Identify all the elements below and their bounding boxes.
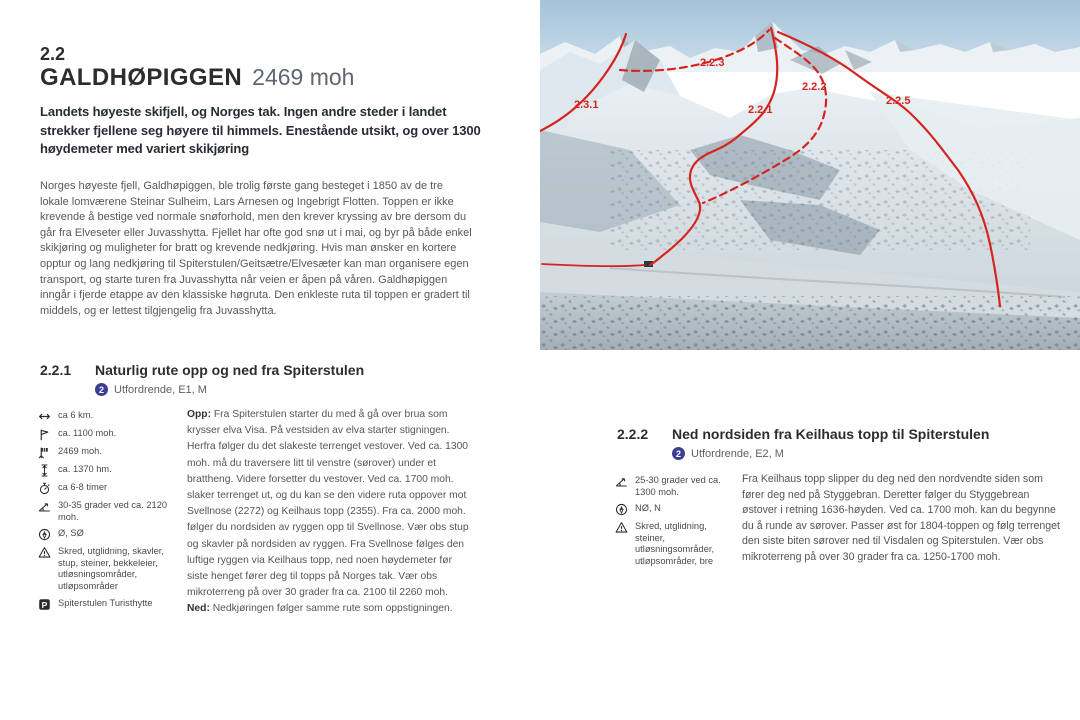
route-label: 2.2.2	[802, 81, 827, 93]
fact-text: 30-35 grader ved ca. 2120 moh.	[58, 500, 168, 522]
fact-text: 2469 moh.	[58, 446, 102, 456]
start-flag-icon	[38, 428, 51, 441]
route-2-heading	[617, 426, 1067, 442]
mountain-photo	[540, 0, 1080, 350]
route-label: 2.2.3	[700, 57, 725, 69]
difficulty-text: Utfordrende, E1, M	[114, 383, 207, 396]
fact-row	[38, 546, 183, 592]
down-label: Ned:	[187, 603, 213, 615]
fact-text: ca. 1370 hm.	[58, 464, 112, 474]
route-number: 2.2.1	[40, 362, 72, 378]
route-label: 2.2.5	[886, 95, 911, 107]
route-2-grade	[672, 447, 784, 460]
svg-text:P: P	[41, 599, 48, 610]
up-label: Opp:	[187, 409, 214, 420]
lead-paragraph: Landets høyeste skifjell, og Norges tak. Ingen andre steder i landet strekker fjellene seg høyere til himmels. Enestående utsikt, og over 1300 høydemeter med variert skikjøring	[40, 104, 481, 156]
mountain-elevation: 2469 moh	[252, 64, 355, 90]
fact-text: Skred, utglidning, steiner, utløsningsområder, utløpsområder, bre	[635, 521, 715, 566]
fact-row	[38, 598, 183, 611]
fact-text: Ø, SØ	[58, 528, 84, 539]
route-2-facts	[615, 475, 737, 573]
route-2-description: Fra Keilhaus topp slipper du deg ned den nordvendte siden som fører deg ned på Styggebran. Deretter følger du Styggebrean østover i retning 1636-høyden. Ved ca. 1700 moh. kan du begynne du å runde av sørover. Passer øst for 1804-toppen og følg terrenget den siste biten sørover ned til Visdalen og Spiterstulen. Vær obs mikroterreng på over 30 grader fra ca. 1250-1700 moh.	[742, 473, 1060, 563]
vertical-meters-icon	[38, 464, 51, 477]
route-number: 2.2.2	[617, 426, 649, 442]
fact-text: ca. 1100 moh.	[58, 428, 117, 438]
fact-text: ca 6 km.	[58, 410, 94, 420]
fact-text: Skred, utglidning, skavler, stup, steiner, bekkeleier, utløsningsområder, utløpsområder	[58, 546, 164, 591]
intro-paragraph: Norges høyeste fjell, Galdhøpiggen, ble trolig første gang besteget i 1850 av de tre lokale lomværene Steinar Sulheim, Lars Arnesen og Ingebrigt Flotten. Toppen er ikke krevende å bestige ved normale snøforhold, men den krever kryssing av bre dersom du går fra Elveseter eller Juvasshytta. Fjellet har ofte god snø ut i mai, og byr på både enkel skikjøring og muligheter for bratt og krevende nedkjøring. Hvis man ønsker en kortere opptur og lang nedkjøring til Spiterstulen/Geitsætre/Elvesæter kan man organisere egen transport, og starte turen fra Juvasshytta når veien er åpen på våren. Galdhøpiggen inngår i fjerde etappe av den klassiske høgruta. Den enkleste ruta til toppen er gradert til middels, og er lettest tilgjengelig fra Juvasshytta.	[40, 180, 472, 317]
compass-icon	[615, 503, 628, 516]
fact-text: 25-30 grader ved ca. 1300 moh.	[635, 475, 721, 497]
up-text: Fra Spiterstulen starter du med å gå over brua som krysser elva Visa. På vestsiden av elva starter stigningen. Herfra følger du det slakeste terrenget vestover. Ved ca. 1300 moh. må du traversere litt til venstre (sørover) under et brattheng. Videre forsetter du vestover. Ved ca. 1700 moh. slaker terrenget ut, og du kan se den videre ruta oppover mot Svellnose (2272) og Keilhaus topp (2355). Fra ca. 2000 moh. følger du nordsiden av ryggen opp til Svellnose. Vær obs stup og skavler på nordsiden av ryggen. Fra Svellnose følges den luftige ryggen via Keilhaus topp, ned noen høydemeter før siste henget fører deg til topps på Norges tak. Vær obs mikroterreng på over 30 grader fra ca. 2100 til 2260 moh.	[187, 409, 469, 599]
route-label: 2.3.1	[574, 99, 599, 111]
fact-row	[615, 521, 737, 567]
parking-icon	[38, 598, 51, 611]
difficulty-badge: 2	[672, 447, 685, 460]
route-1-heading	[40, 362, 480, 378]
fact-row	[615, 503, 737, 516]
fact-text: ca 6-8 timer	[58, 482, 108, 492]
fact-row	[38, 446, 183, 459]
fact-text: NØ, N	[635, 503, 661, 514]
fact-row	[38, 528, 183, 541]
section-number: 2.2	[40, 44, 66, 64]
route-1-grade	[95, 383, 207, 396]
page-title	[40, 64, 354, 92]
fact-row	[38, 482, 183, 495]
mountain-photo-graphic	[540, 0, 1080, 350]
distance-icon	[38, 410, 51, 423]
time-icon	[38, 482, 51, 495]
fact-row	[615, 475, 737, 498]
summit-flag-icon	[38, 446, 51, 459]
route-1-description	[187, 407, 469, 618]
difficulty-text: Utfordrende, E2, M	[691, 447, 784, 460]
fact-row	[38, 410, 183, 423]
fact-row	[38, 500, 183, 523]
fact-text: Spiterstulen Turisthytte	[58, 597, 153, 608]
down-text: Nedkjøringen følger samme rute som oppstigningen.	[212, 603, 453, 615]
slope-angle-icon	[38, 500, 51, 513]
route-title: Ned nordsiden fra Keilhaus topp til Spiterstulen	[672, 426, 990, 442]
mountain-name: GALDHØPIGGEN	[40, 64, 243, 91]
hazard-icon	[615, 521, 628, 534]
compass-icon	[38, 528, 51, 541]
hazard-icon	[38, 546, 51, 559]
route-label: 2.2.1	[748, 104, 773, 116]
fact-row	[38, 464, 183, 477]
slope-angle-icon	[615, 475, 628, 488]
route-1-facts	[38, 410, 183, 616]
fact-row	[38, 428, 183, 441]
difficulty-badge: 2	[95, 383, 108, 396]
route-title: Naturlig rute opp og ned fra Spiterstulen	[95, 362, 365, 378]
